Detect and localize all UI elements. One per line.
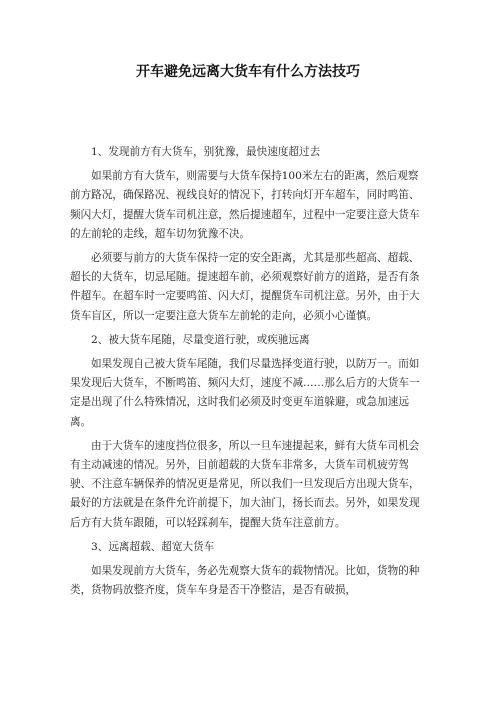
section-heading: 1、发现前方有大货车，别犹豫，最快速度超过去 <box>91 146 321 158</box>
paragraph: 由于大货车的速度挡位很多，所以一旦车速提起来，鲜有大货车司机会有主动减速的情况。另外，目前超载的大货车非常多，大货车司机疲劳驾驶、不注意车辆保养的情况更是常见，所以我们一旦发现后方出现大货车，最好的方法就是在条件允许前提下，加大油门，扬长而去。另外，如果发现后方有大货车跟随，可以轻踩刹车，提醒大货车注意前方。 <box>70 439 420 529</box>
document-body <box>70 143 428 600</box>
paragraph: 必须要与前方的大货车保持一定的安全距离，尤其是那些超高、超载、超长的大货车，切忌尾随。提速超车前，必须观察好前方的道路，是否有条件超车。在超车时一定要鸣笛、闪大灯，提醒货车司机注意。另外，由于大货车盲区，所以一定要注意大货车左前轮的走向，必须小心谨慎。 <box>70 252 420 322</box>
paragraph: 如果发现自己被大货车尾随，我们尽量选择变道行驶，以防万一。而如果发现后大货车，不断鸣笛、频闪大灯，速度不减……那么后方的大货车一定是出现了什么特殊情况，这时我们必须及时变更车道躲避，或急加速远离。 <box>70 358 420 428</box>
section-heading: 2、被大货车尾随，尽量变道行驶，或疾驰远离 <box>91 333 310 346</box>
document-title: 开车避免远离大货车有什么方法技巧 <box>136 64 360 80</box>
paragraph: 如果前方有大货车，则需要与大货车保持100米左右的距离，然后观察前方路况，确保路况、视线良好的情况下，打转向灯开车超车，同时鸣笛、频闪大灯，提醒大货车司机注意，然后提速超车，过程中一定要注意大货车的左前轮的走线，超车切勿犹豫不决。 <box>70 170 420 240</box>
paragraph: 如果发现前方大货车，务必先观察大货车的载物情况。比如，货物的种类，货物码放整齐度，货车车身是否干净整洁，是否有破损， <box>70 565 420 597</box>
section-heading: 3、远离超载、超宽大货车 <box>91 540 215 553</box>
